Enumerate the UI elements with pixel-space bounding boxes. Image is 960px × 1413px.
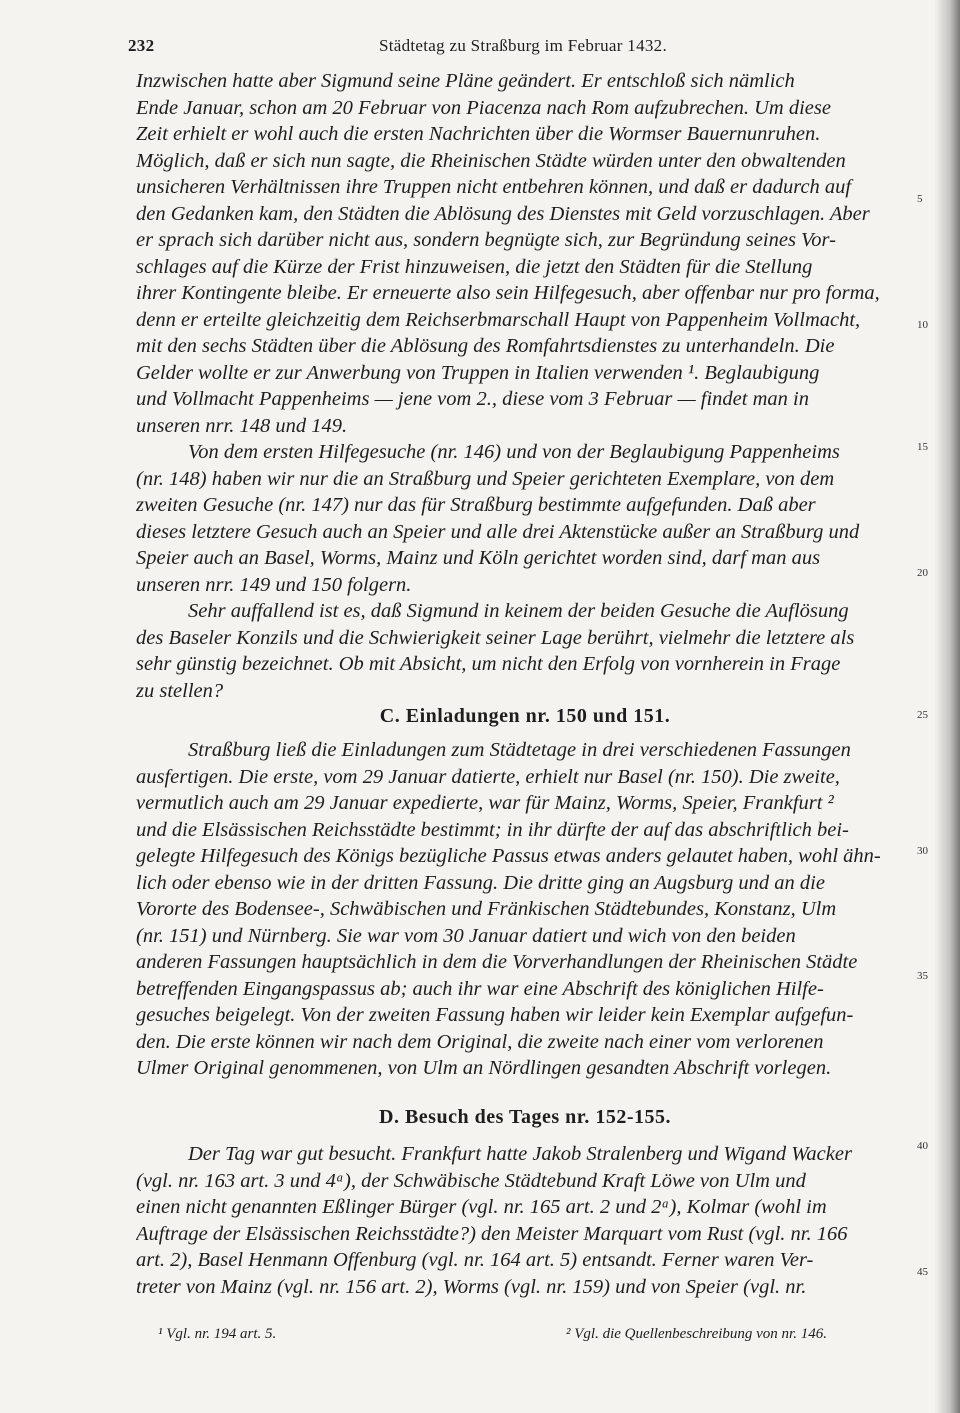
text-line: einen nicht genannten Eßlinger Bürger (vgl. nr. 165 art. 2 und 2ᵃ), Kolmar (wohl im	[136, 1196, 827, 1218]
text-line: art. 2), Basel Henmann Offenburg (vgl. nr. 164 art. 5) entsandt. Ferner waren Ver-	[136, 1249, 814, 1271]
text-line: ihrer Kontingente bleibe. Er erneuerte also sein Hilfegesuch, aber offenbar nur pro forma,	[136, 282, 880, 304]
text-line: gelegte Hilfegesuch des Königs bezügliche Passus etwas anders gelautet haben, wohl ähn-	[136, 845, 881, 867]
text-line: unsicheren Verhältnissen ihre Truppen nicht entbehren können, und daß er dadurch auf	[136, 176, 852, 198]
line-number-margin: 30	[917, 845, 928, 857]
text-line: Ende Januar, schon am 20 Februar von Piacenza nach Rom aufzubrechen. Um diese	[136, 96, 831, 119]
line-number-margin: 10	[917, 319, 928, 331]
section-heading-d: D. Besuch des Tages nr. 152-155.	[379, 1106, 671, 1128]
text-line: unseren nrr. 148 und 149.	[136, 414, 348, 437]
text-line: gesuches beigelegt. Von der zweiten Fassung haben wir leider kein Exemplar aufgefun-	[136, 1004, 854, 1026]
text-line: des Baseler Konzils und die Schwierigkeit seiner Lage berührt, vielmehr die letztere als	[136, 626, 855, 649]
section-heading-c: C. Einladungen nr. 150 und 151.	[379, 705, 671, 727]
line-number-margin: 25	[917, 709, 928, 721]
text-line: ausfertigen. Die erste, vom 29 Januar datierte, erhielt nur Basel (nr. 150). Die zweite,	[136, 765, 840, 788]
page-number: 232	[128, 36, 155, 55]
paragraph-invitations	[136, 737, 914, 1082]
text-line: er sprach sich darüber nicht aus, sondern begnügte sich, zur Begründung seines Vor-	[136, 229, 836, 251]
text-line: Von dem ersten Hilfegesuche (nr. 146) und von der Beglaubigung Pappenheims	[188, 441, 840, 463]
text-line: vermutlich auch am 29 Januar expedierte, war für Mainz, Worms, Speier, Frankfurt ²	[136, 792, 834, 814]
line-number-margin: 35	[917, 970, 928, 982]
line-number-margin: 40	[917, 1140, 928, 1152]
text-line: Sehr auffallend ist es, daß Sigmund in keinem der beiden Gesuche die Auflösung	[188, 600, 849, 622]
text-line: (vgl. nr. 163 art. 3 und 4ᵃ), der Schwäbische Städtebund Kraft Löwe von Ulm und	[136, 1169, 806, 1192]
line-number-margin: 20	[917, 567, 928, 579]
text-line: denn er erteilte gleichzeitig dem Reichserbmarschall Haupt von Pappenheim Vollmacht,	[136, 308, 861, 331]
footnote-1: ¹ Vgl. nr. 194 art. 5.	[158, 1326, 277, 1342]
running-title: Städtetag zu Straßburg im Februar 1432.	[378, 36, 668, 55]
line-number-margin: 5	[917, 193, 923, 205]
text-line: Ulmer Original genommenen, von Ulm an Nördlingen gesandten Abschrift vorlegen.	[136, 1057, 832, 1079]
line-number-margin: 15	[917, 441, 928, 453]
text-line: zweiten Gesuche (nr. 147) nur das für Straßburg bestimmte aufgefunden. Daß aber	[136, 494, 816, 516]
footnote-2: ² Vgl. die Quellenbeschreibung von nr. 146.	[566, 1326, 827, 1342]
text-line: treter von Mainz (vgl. nr. 156 art. 2), Worms (vgl. nr. 159) und von Speier (vgl. nr.	[136, 1275, 807, 1298]
running-head	[128, 36, 918, 60]
text-line: mit den sechs Städten über die Ablösung des Romfahrtsdienstes zu unterhandeln. Die	[136, 335, 835, 357]
text-line: lich oder ebenso wie in der dritten Fassung. Die dritte ging an Augsburg und an die	[136, 871, 825, 894]
text-line: den Gedanken kam, den Städten die Ablösung des Dienstes mit Geld vorzuschlagen. Aber	[136, 202, 870, 225]
text-line: dieses letztere Gesuch auch an Speier und alle drei Aktenstücke außer an Straßburg und	[136, 520, 860, 543]
text-line: Zeit erhielt er wohl auch die ersten Nachrichten über die Wormser Bauernunruhen.	[136, 123, 821, 145]
text-line: (nr. 151) und Nürnberg. Sie war vom 30 Januar datiert und wich von den beiden	[136, 924, 796, 947]
text-line: (nr. 148) haben wir nur die an Straßburg und Speier gerichteten Exemplare, von dem	[136, 467, 835, 490]
text-line: Auftrage der Elsässischen Reichsstädte?) den Meister Marquart vom Rust (vgl. nr. 166	[136, 1222, 848, 1245]
paragraph-attendance	[136, 1141, 914, 1300]
text-line: sehr günstig bezeichnet. Ob mit Absicht, um nicht den Erfolg von vornherein in Frage	[136, 653, 841, 675]
text-line: schlages auf die Kürze der Frist hinzuweisen, die jetzt den Städten für die Stellung	[136, 255, 813, 278]
text-line: und die Elsässischen Reichsstädte bestimmt; in ihr dürfte der auf das abschriftlich bei-	[136, 818, 849, 841]
text-line: anderen Fassungen hauptsächlich in dem die Vorverhandlungen der Rheinischen Städte	[136, 951, 858, 973]
page-edge-shadow	[934, 0, 960, 1413]
text-line: Gelder wollte er zur Anwerbung von Truppen in Italien verwenden ¹. Beglaubigung	[136, 361, 820, 384]
text-line: Speier auch an Basel, Worms, Mainz und Köln gerichtet worden sind, darf man aus	[136, 547, 821, 569]
text-line: unseren nrr. 149 und 150 folgern.	[136, 573, 412, 596]
text-line: Der Tag war gut besucht. Frankfurt hatte Jakob Stralenberg und Wigand Wacker	[188, 1143, 852, 1165]
text-line: den. Die erste können wir nach dem Original, die zweite nach einer vom verlorenen	[136, 1030, 824, 1053]
text-line: Vororte des Bodensee-, Schwäbischen und Fränkischen Städtebundes, Konstanz, Ulm	[136, 898, 837, 920]
text-line: und Vollmacht Pappenheims — jene vom 2., diese vom 3 Februar — findet man in	[136, 388, 809, 410]
paragraph-sigmund-plans	[136, 68, 914, 704]
text-line: Inzwischen hatte aber Sigmund seine Pläne geändert. Er entschloß sich nämlich	[136, 70, 795, 92]
line-number-margin: 45	[917, 1266, 928, 1278]
text-line: Straßburg ließ die Einladungen zum Städtetage in drei verschiedenen Fassungen	[188, 739, 851, 761]
text-line: Möglich, daß er sich nun sagte, die Rheinischen Städte würden unter den obwaltenden	[136, 149, 846, 172]
text-line: betreffenden Eingangspassus ab; auch ihr war eine Abschrift des königlichen Hilfe-	[136, 977, 824, 1000]
text-line: zu stellen?	[136, 679, 224, 702]
